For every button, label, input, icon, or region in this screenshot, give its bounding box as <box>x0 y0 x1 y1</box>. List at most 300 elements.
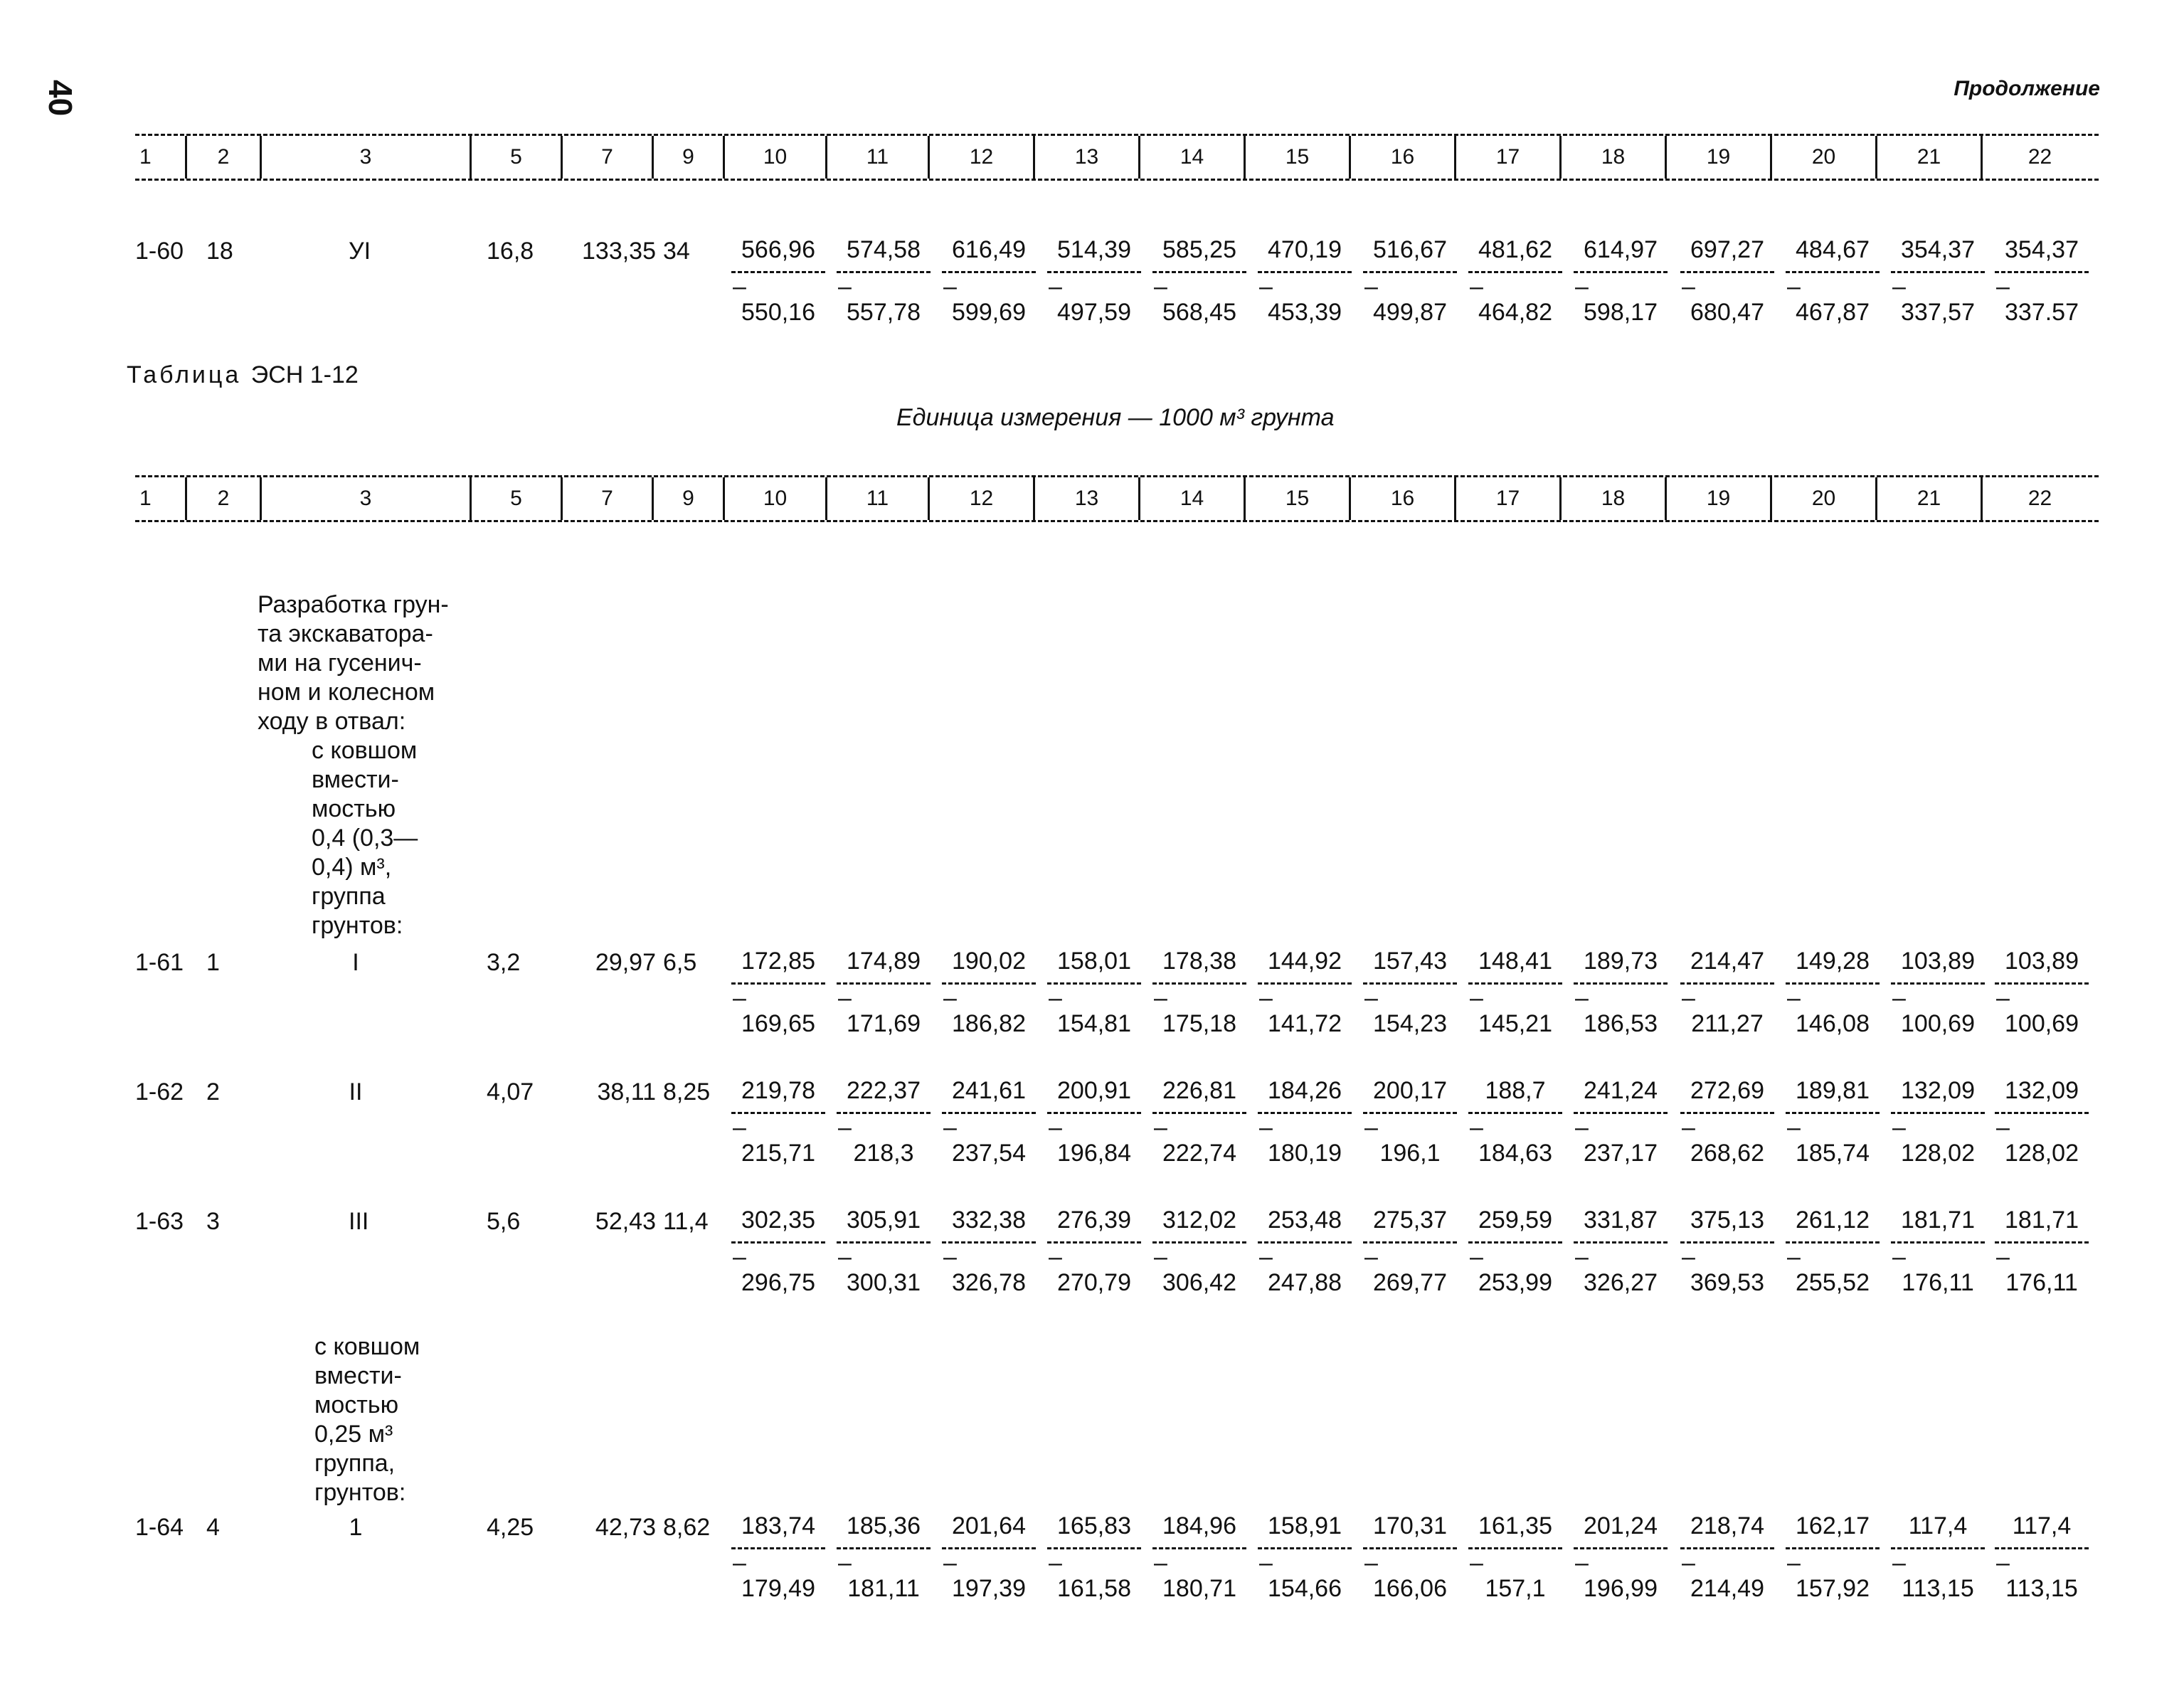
fraction-denominator: 128,02 <box>2005 1140 2079 1167</box>
fraction-col-11 <box>834 948 933 1038</box>
col-9-value: 8,25 <box>663 1078 711 1105</box>
fraction-dash: – <box>943 273 957 300</box>
fraction-denominator: 186,53 <box>1584 1010 1658 1037</box>
fraction-numerator: 132,09 <box>2005 1077 2079 1104</box>
fraction-numerator: 259,59 <box>1478 1207 1552 1234</box>
fraction-denominator: 599,69 <box>952 299 1026 326</box>
fraction-col-12 <box>939 1077 1039 1167</box>
fraction-denominator: 270,79 <box>1057 1269 1131 1296</box>
fraction-denominator: 237,17 <box>1584 1140 1658 1167</box>
fraction-denominator: 568,45 <box>1162 299 1236 326</box>
main-header-col-16: 16 <box>1349 477 1454 520</box>
fraction-denominator: 215,71 <box>741 1140 815 1167</box>
fraction-denominator: 145,21 <box>1478 1010 1552 1037</box>
fraction-dash: – <box>1470 1549 1483 1576</box>
continued-header-col-10: 10 <box>723 136 825 179</box>
unit-label: Единица измерения — 1000 м³ грунта <box>896 404 1335 431</box>
fraction-dash: – <box>1892 1243 1906 1271</box>
row-code: 1-64 <box>135 1514 184 1541</box>
fraction-denominator: 680,47 <box>1690 299 1764 326</box>
fraction-denominator: 467,87 <box>1796 299 1870 326</box>
row-code: 1-63 <box>135 1208 184 1235</box>
fraction-numerator: 161,35 <box>1478 1512 1552 1539</box>
table-caption-code: ЭСН 1-12 <box>250 361 359 388</box>
continued-header-col-21: 21 <box>1875 136 1981 179</box>
fraction-denominator: 268,62 <box>1690 1140 1764 1167</box>
fraction-denominator: 306,42 <box>1162 1269 1236 1296</box>
continued-header-col-14: 14 <box>1138 136 1244 179</box>
fraction-dash: – <box>943 1243 957 1271</box>
fraction-col-10 <box>728 948 828 1038</box>
fraction-denominator: 253,99 <box>1478 1269 1552 1296</box>
fraction-denominator: 218,3 <box>853 1140 914 1167</box>
main-header-col-9: 9 <box>652 477 723 520</box>
col-7-value: 38,11 <box>597 1078 656 1105</box>
fraction-col-20 <box>1783 236 1882 327</box>
main-header-col-17: 17 <box>1454 477 1559 520</box>
fraction-dash: – <box>943 985 957 1012</box>
col-9-value: 8,62 <box>663 1514 711 1541</box>
fraction-dash: – <box>1049 273 1062 300</box>
fraction-dash: – <box>943 1549 957 1576</box>
col-7-value: 29,97 <box>595 949 656 976</box>
fraction-denominator: 453,39 <box>1268 299 1342 326</box>
fraction-denominator: 211,27 <box>1691 1010 1764 1037</box>
fraction-numerator: 189,73 <box>1584 948 1658 975</box>
fraction-col-22 <box>1992 236 2092 327</box>
soil-group: III <box>349 1208 369 1235</box>
fraction-dash: – <box>1996 273 2010 300</box>
row-number: 3 <box>206 1208 220 1235</box>
fraction-numerator: 178,38 <box>1162 948 1236 975</box>
fraction-denominator: 300,31 <box>847 1269 921 1296</box>
fraction-dash: – <box>1892 1114 1906 1141</box>
fraction-denominator: 196,84 <box>1057 1140 1131 1167</box>
col-9-value: 11,4 <box>663 1208 709 1235</box>
fraction-denominator: 196,1 <box>1379 1140 1441 1167</box>
fraction-dash: – <box>1682 1114 1695 1141</box>
fraction-col-13 <box>1044 1512 1144 1603</box>
fraction-col-19 <box>1677 236 1777 327</box>
fraction-denominator: 180,71 <box>1162 1575 1236 1602</box>
continued-table <box>135 134 2099 326</box>
fraction-col-19 <box>1677 1077 1777 1167</box>
continued-header-col-2: 2 <box>185 136 260 179</box>
fraction-dash: – <box>1259 1114 1273 1141</box>
fraction-col-22 <box>1992 948 2092 1038</box>
fraction-col-19 <box>1677 1207 1777 1297</box>
fraction-denominator: 197,39 <box>952 1575 1026 1602</box>
fraction-dash: – <box>1259 273 1273 300</box>
fraction-denominator: 176,11 <box>1902 1269 1974 1296</box>
fraction-denominator: 175,18 <box>1162 1010 1236 1037</box>
fraction-col-17 <box>1465 1512 1565 1603</box>
fraction-numerator: 614,97 <box>1584 236 1658 263</box>
fraction-numerator: 189,81 <box>1796 1077 1870 1104</box>
fraction-numerator: 516,67 <box>1373 236 1447 263</box>
fraction-col-15 <box>1255 1077 1355 1167</box>
fraction-col-14 <box>1150 948 1249 1038</box>
continued-header-col-16: 16 <box>1349 136 1454 179</box>
fraction-numerator: 261,12 <box>1796 1207 1870 1234</box>
fraction-dash: – <box>1154 985 1167 1012</box>
col-7-value: 52,43 <box>595 1208 656 1235</box>
fraction-numerator: 354,37 <box>1901 236 1975 263</box>
fraction-numerator: 332,38 <box>952 1207 1026 1234</box>
fraction-denominator: 179,49 <box>741 1575 815 1602</box>
fraction-col-18 <box>1571 1207 1670 1297</box>
work-description: Разработка грун- та экскаватора- ми на гусенич- ном и колесном ходу в отвал: <box>258 591 449 735</box>
fraction-denominator: 180,19 <box>1268 1140 1342 1167</box>
fraction-denominator: 113,15 <box>1902 1575 1974 1602</box>
fraction-numerator: 481,62 <box>1478 236 1552 263</box>
fraction-col-21 <box>1888 948 1988 1038</box>
fraction-col-15 <box>1255 1207 1355 1297</box>
fraction-col-10 <box>728 1207 828 1297</box>
main-table-header <box>135 475 2099 522</box>
fraction-col-14 <box>1150 1077 1249 1167</box>
fraction-denominator: 157,1 <box>1485 1575 1546 1602</box>
row-code: 1-62 <box>135 1078 184 1105</box>
fraction-col-21 <box>1888 236 1988 327</box>
page-number: 40 <box>42 80 79 117</box>
fraction-dash: – <box>1154 1549 1167 1576</box>
fraction-numerator: 117,4 <box>2012 1512 2072 1539</box>
fraction-col-14 <box>1150 236 1249 327</box>
fraction-denominator: 166,06 <box>1373 1575 1447 1602</box>
fraction-col-18 <box>1571 236 1670 327</box>
fraction-numerator: 214,47 <box>1690 948 1764 975</box>
fraction-col-22 <box>1992 1077 2092 1167</box>
col-5-value: 3,2 <box>487 949 521 976</box>
fraction-dash: – <box>1787 1549 1801 1576</box>
continued-header-col-12: 12 <box>928 136 1033 179</box>
fraction-dash: – <box>1996 1114 2010 1141</box>
fraction-denominator: 557,78 <box>847 299 921 326</box>
fraction-col-16 <box>1360 1512 1460 1603</box>
continued-header-col-9: 9 <box>652 136 723 179</box>
fraction-col-13 <box>1044 948 1144 1038</box>
fraction-dash: – <box>733 273 746 300</box>
main-header-col-15: 15 <box>1244 477 1349 520</box>
fraction-dash: – <box>1575 985 1589 1012</box>
fraction-dash: – <box>1682 1549 1695 1576</box>
fraction-dash: – <box>1682 273 1695 300</box>
main-header-col-3: 3 <box>260 477 470 520</box>
fraction-numerator: 354,37 <box>2005 236 2079 263</box>
table-caption <box>127 361 359 389</box>
fraction-dash: – <box>1575 1114 1589 1141</box>
fraction-numerator: 312,02 <box>1162 1207 1236 1234</box>
fraction-dash: – <box>1892 1549 1906 1576</box>
fraction-numerator: 148,41 <box>1478 948 1552 975</box>
fraction-denominator: 100,69 <box>1901 1010 1975 1037</box>
fraction-numerator: 181,71 <box>2005 1207 2079 1234</box>
fraction-denominator: 128,02 <box>1901 1140 1975 1167</box>
fraction-numerator: 190,02 <box>952 948 1026 975</box>
fraction-denominator: 100,69 <box>2005 1010 2079 1037</box>
fraction-numerator: 566,96 <box>741 236 815 263</box>
fraction-denominator: 196,99 <box>1584 1575 1658 1602</box>
main-header-col-5: 5 <box>470 477 561 520</box>
fraction-denominator: 222,74 <box>1162 1140 1236 1167</box>
fraction-col-20 <box>1783 1077 1882 1167</box>
fraction-numerator: 470,19 <box>1268 236 1342 263</box>
fraction-dash: – <box>1682 1243 1695 1271</box>
fraction-col-14 <box>1150 1512 1249 1603</box>
fraction-numerator: 185,36 <box>847 1512 921 1539</box>
fraction-denominator: 171,69 <box>847 1010 921 1037</box>
fraction-col-17 <box>1465 236 1565 327</box>
main-header-col-2: 2 <box>185 477 260 520</box>
fraction-denominator: 113,15 <box>2005 1575 2078 1602</box>
continued-header-col-11: 11 <box>825 136 928 179</box>
fraction-dash: – <box>1787 1243 1801 1271</box>
fraction-numerator: 132,09 <box>1901 1077 1975 1104</box>
fraction-denominator: 296,75 <box>741 1269 815 1296</box>
fraction-numerator: 226,81 <box>1162 1077 1236 1104</box>
fraction-denominator: 154,23 <box>1373 1010 1447 1037</box>
fraction-col-17 <box>1465 948 1565 1038</box>
fraction-numerator: 331,87 <box>1584 1207 1658 1234</box>
continued-header-col-3: 3 <box>260 136 470 179</box>
fraction-col-21 <box>1888 1512 1988 1603</box>
fraction-dash: – <box>838 273 852 300</box>
fraction-numerator: 158,91 <box>1268 1512 1342 1539</box>
main-header-col-7: 7 <box>561 477 652 520</box>
fraction-numerator: 184,96 <box>1162 1512 1236 1539</box>
fraction-col-18 <box>1571 1077 1670 1167</box>
fraction-numerator: 574,58 <box>847 236 921 263</box>
fraction-numerator: 103,89 <box>1901 948 1975 975</box>
fraction-dash: – <box>1049 1114 1062 1141</box>
fraction-denominator: 598,17 <box>1584 299 1658 326</box>
fraction-col-12 <box>939 236 1039 327</box>
fraction-col-14 <box>1150 1207 1249 1297</box>
fraction-col-17 <box>1465 1207 1565 1297</box>
fraction-numerator: 585,25 <box>1162 236 1236 263</box>
fraction-numerator: 241,61 <box>952 1077 1026 1104</box>
fraction-numerator: 149,28 <box>1796 948 1870 975</box>
fraction-denominator: 255,52 <box>1796 1269 1870 1296</box>
fraction-numerator: 181,71 <box>1901 1207 1975 1234</box>
fraction-denominator: 326,78 <box>952 1269 1026 1296</box>
fraction-col-10 <box>728 1077 828 1167</box>
fraction-dash: – <box>1364 273 1378 300</box>
main-header-col-20: 20 <box>1770 477 1875 520</box>
fraction-col-20 <box>1783 1207 1882 1297</box>
fraction-col-18 <box>1571 948 1670 1038</box>
fraction-numerator: 276,39 <box>1057 1207 1131 1234</box>
fraction-numerator: 275,37 <box>1373 1207 1447 1234</box>
fraction-numerator: 616,49 <box>952 236 1026 263</box>
fraction-dash: – <box>838 1243 852 1271</box>
fraction-col-11 <box>834 236 933 327</box>
fraction-col-20 <box>1783 1512 1882 1603</box>
fraction-denominator: 497,59 <box>1057 299 1131 326</box>
col-9-value: 6,5 <box>663 949 697 976</box>
fraction-denominator: 369,53 <box>1690 1269 1764 1296</box>
main-header-col-13: 13 <box>1033 477 1138 520</box>
continued-header-col-20: 20 <box>1770 136 1875 179</box>
fraction-denominator: 141,72 <box>1268 1010 1342 1037</box>
fraction-denominator: 237,54 <box>952 1140 1026 1167</box>
fraction-numerator: 184,26 <box>1268 1077 1342 1104</box>
main-header-col-1: 1 <box>139 487 152 510</box>
fraction-dash: – <box>1154 1114 1167 1141</box>
fraction-col-13 <box>1044 1077 1144 1167</box>
fraction-dash: – <box>1996 1549 2010 1576</box>
soil-group: УI <box>349 238 371 265</box>
fraction-numerator: 174,89 <box>847 948 921 975</box>
fraction-numerator: 253,48 <box>1268 1207 1342 1234</box>
fraction-col-19 <box>1677 948 1777 1038</box>
fraction-dash: – <box>1787 1114 1801 1141</box>
fraction-numerator: 272,69 <box>1690 1077 1764 1104</box>
row-number: 18 <box>206 238 233 265</box>
soil-group: 1 <box>349 1514 363 1541</box>
row-number: 1 <box>206 949 220 976</box>
fraction-dash: – <box>838 1114 852 1141</box>
fraction-denominator: 214,49 <box>1690 1575 1764 1602</box>
fraction-col-13 <box>1044 1207 1144 1297</box>
fraction-col-16 <box>1360 1207 1460 1297</box>
fraction-dash: – <box>1470 1114 1483 1141</box>
fraction-dash: – <box>1470 1243 1483 1271</box>
fraction-col-21 <box>1888 1077 1988 1167</box>
fraction-col-19 <box>1677 1512 1777 1603</box>
fraction-numerator: 103,89 <box>2005 948 2079 975</box>
fraction-numerator: 201,64 <box>952 1512 1026 1539</box>
fraction-col-11 <box>834 1207 933 1297</box>
fraction-denominator: 326,27 <box>1584 1269 1658 1296</box>
fraction-col-12 <box>939 1207 1039 1297</box>
fraction-dash: – <box>1996 1243 2010 1271</box>
fraction-dash: – <box>1154 273 1167 300</box>
fraction-numerator: 158,01 <box>1057 948 1131 975</box>
fraction-dash: – <box>1259 1243 1273 1271</box>
fraction-dash: – <box>733 1114 746 1141</box>
fraction-col-22 <box>1992 1207 2092 1297</box>
continued-header-col-15: 15 <box>1244 136 1349 179</box>
continued-header-col-5: 5 <box>470 136 561 179</box>
fraction-numerator: 302,35 <box>741 1207 815 1234</box>
continued-table-header <box>135 134 2099 181</box>
fraction-dash: – <box>1996 985 2010 1012</box>
fraction-dash: – <box>838 1549 852 1576</box>
continued-header-col-22: 22 <box>1981 136 2097 179</box>
continuation-label: Продолжение <box>1954 77 2100 100</box>
fraction-numerator: 170,31 <box>1373 1512 1447 1539</box>
col-5-value: 4,25 <box>487 1514 534 1541</box>
fraction-col-15 <box>1255 236 1355 327</box>
fraction-numerator: 219,78 <box>741 1077 815 1104</box>
row-code: 1-61 <box>135 949 184 976</box>
fraction-col-16 <box>1360 1077 1460 1167</box>
fraction-numerator: 222,37 <box>847 1077 921 1104</box>
fraction-numerator: 162,17 <box>1796 1512 1870 1539</box>
row-number: 4 <box>206 1514 220 1541</box>
fraction-numerator: 157,43 <box>1373 948 1447 975</box>
col-7-value: 42,73 <box>595 1514 656 1541</box>
fraction-dash: – <box>1470 273 1483 300</box>
main-header-col-14: 14 <box>1138 477 1244 520</box>
continued-header-col-1: 1 <box>139 145 152 169</box>
fraction-dash: – <box>838 985 852 1012</box>
fraction-dash: – <box>1575 1243 1589 1271</box>
fraction-numerator: 697,27 <box>1690 236 1764 263</box>
main-table <box>135 475 2099 1602</box>
main-header-col-22: 22 <box>1981 477 2097 520</box>
fraction-dash: – <box>1470 985 1483 1012</box>
fraction-dash: – <box>733 1243 746 1271</box>
fraction-col-18 <box>1571 1512 1670 1603</box>
fraction-dash: – <box>1364 1114 1378 1141</box>
fraction-numerator: 241,24 <box>1584 1077 1658 1104</box>
fraction-numerator: 183,74 <box>741 1512 815 1539</box>
fraction-col-12 <box>939 1512 1039 1603</box>
main-header-col-11: 11 <box>825 477 928 520</box>
soil-group: II <box>349 1078 363 1105</box>
fraction-dash: – <box>1892 985 1906 1012</box>
fraction-numerator: 375,13 <box>1690 1207 1764 1234</box>
fraction-numerator: 165,83 <box>1057 1512 1131 1539</box>
fraction-denominator: 184,63 <box>1478 1140 1552 1167</box>
fraction-col-22 <box>1992 1512 2092 1603</box>
fraction-dash: – <box>1154 1243 1167 1271</box>
fraction-dash: – <box>1049 1549 1062 1576</box>
fraction-dash: – <box>1364 985 1378 1012</box>
fraction-dash: – <box>1575 273 1589 300</box>
fraction-col-12 <box>939 948 1039 1038</box>
fraction-col-20 <box>1783 948 1882 1038</box>
main-header-col-21: 21 <box>1875 477 1981 520</box>
fraction-denominator: 550,16 <box>741 299 815 326</box>
fraction-dash: – <box>1892 273 1906 300</box>
row-code: 1-60 <box>135 238 184 265</box>
fraction-dash: – <box>1049 985 1062 1012</box>
fraction-denominator: 186,82 <box>952 1010 1026 1037</box>
fraction-numerator: 200,17 <box>1373 1077 1447 1104</box>
fraction-col-11 <box>834 1512 933 1603</box>
fraction-dash: – <box>1787 273 1801 300</box>
fraction-denominator: 464,82 <box>1478 299 1552 326</box>
fraction-numerator: 200,91 <box>1057 1077 1131 1104</box>
fraction-numerator: 172,85 <box>741 948 815 975</box>
fraction-denominator: 146,08 <box>1796 1010 1870 1037</box>
fraction-dash: – <box>733 1549 746 1576</box>
fraction-dash: – <box>1575 1549 1589 1576</box>
fraction-denominator: 185,74 <box>1796 1140 1870 1167</box>
fraction-dash: – <box>1364 1549 1378 1576</box>
fraction-numerator: 144,92 <box>1268 948 1342 975</box>
fraction-numerator: 188,7 <box>1485 1077 1546 1104</box>
col-5-value: 4,07 <box>487 1078 534 1105</box>
fraction-dash: – <box>1364 1243 1378 1271</box>
fraction-denominator: 169,65 <box>741 1010 815 1037</box>
fraction-numerator: 305,91 <box>847 1207 921 1234</box>
fraction-col-15 <box>1255 1512 1355 1603</box>
fraction-denominator: 176,11 <box>2005 1269 2078 1296</box>
fraction-dash: – <box>1259 1549 1273 1576</box>
main-header-col-19: 19 <box>1665 477 1770 520</box>
col-7-value: 133,35 <box>582 238 656 265</box>
fraction-dash: – <box>943 1114 957 1141</box>
fraction-col-21 <box>1888 1207 1988 1297</box>
continued-header-col-17: 17 <box>1454 136 1559 179</box>
continued-header-col-19: 19 <box>1665 136 1770 179</box>
row-number: 2 <box>206 1078 220 1105</box>
